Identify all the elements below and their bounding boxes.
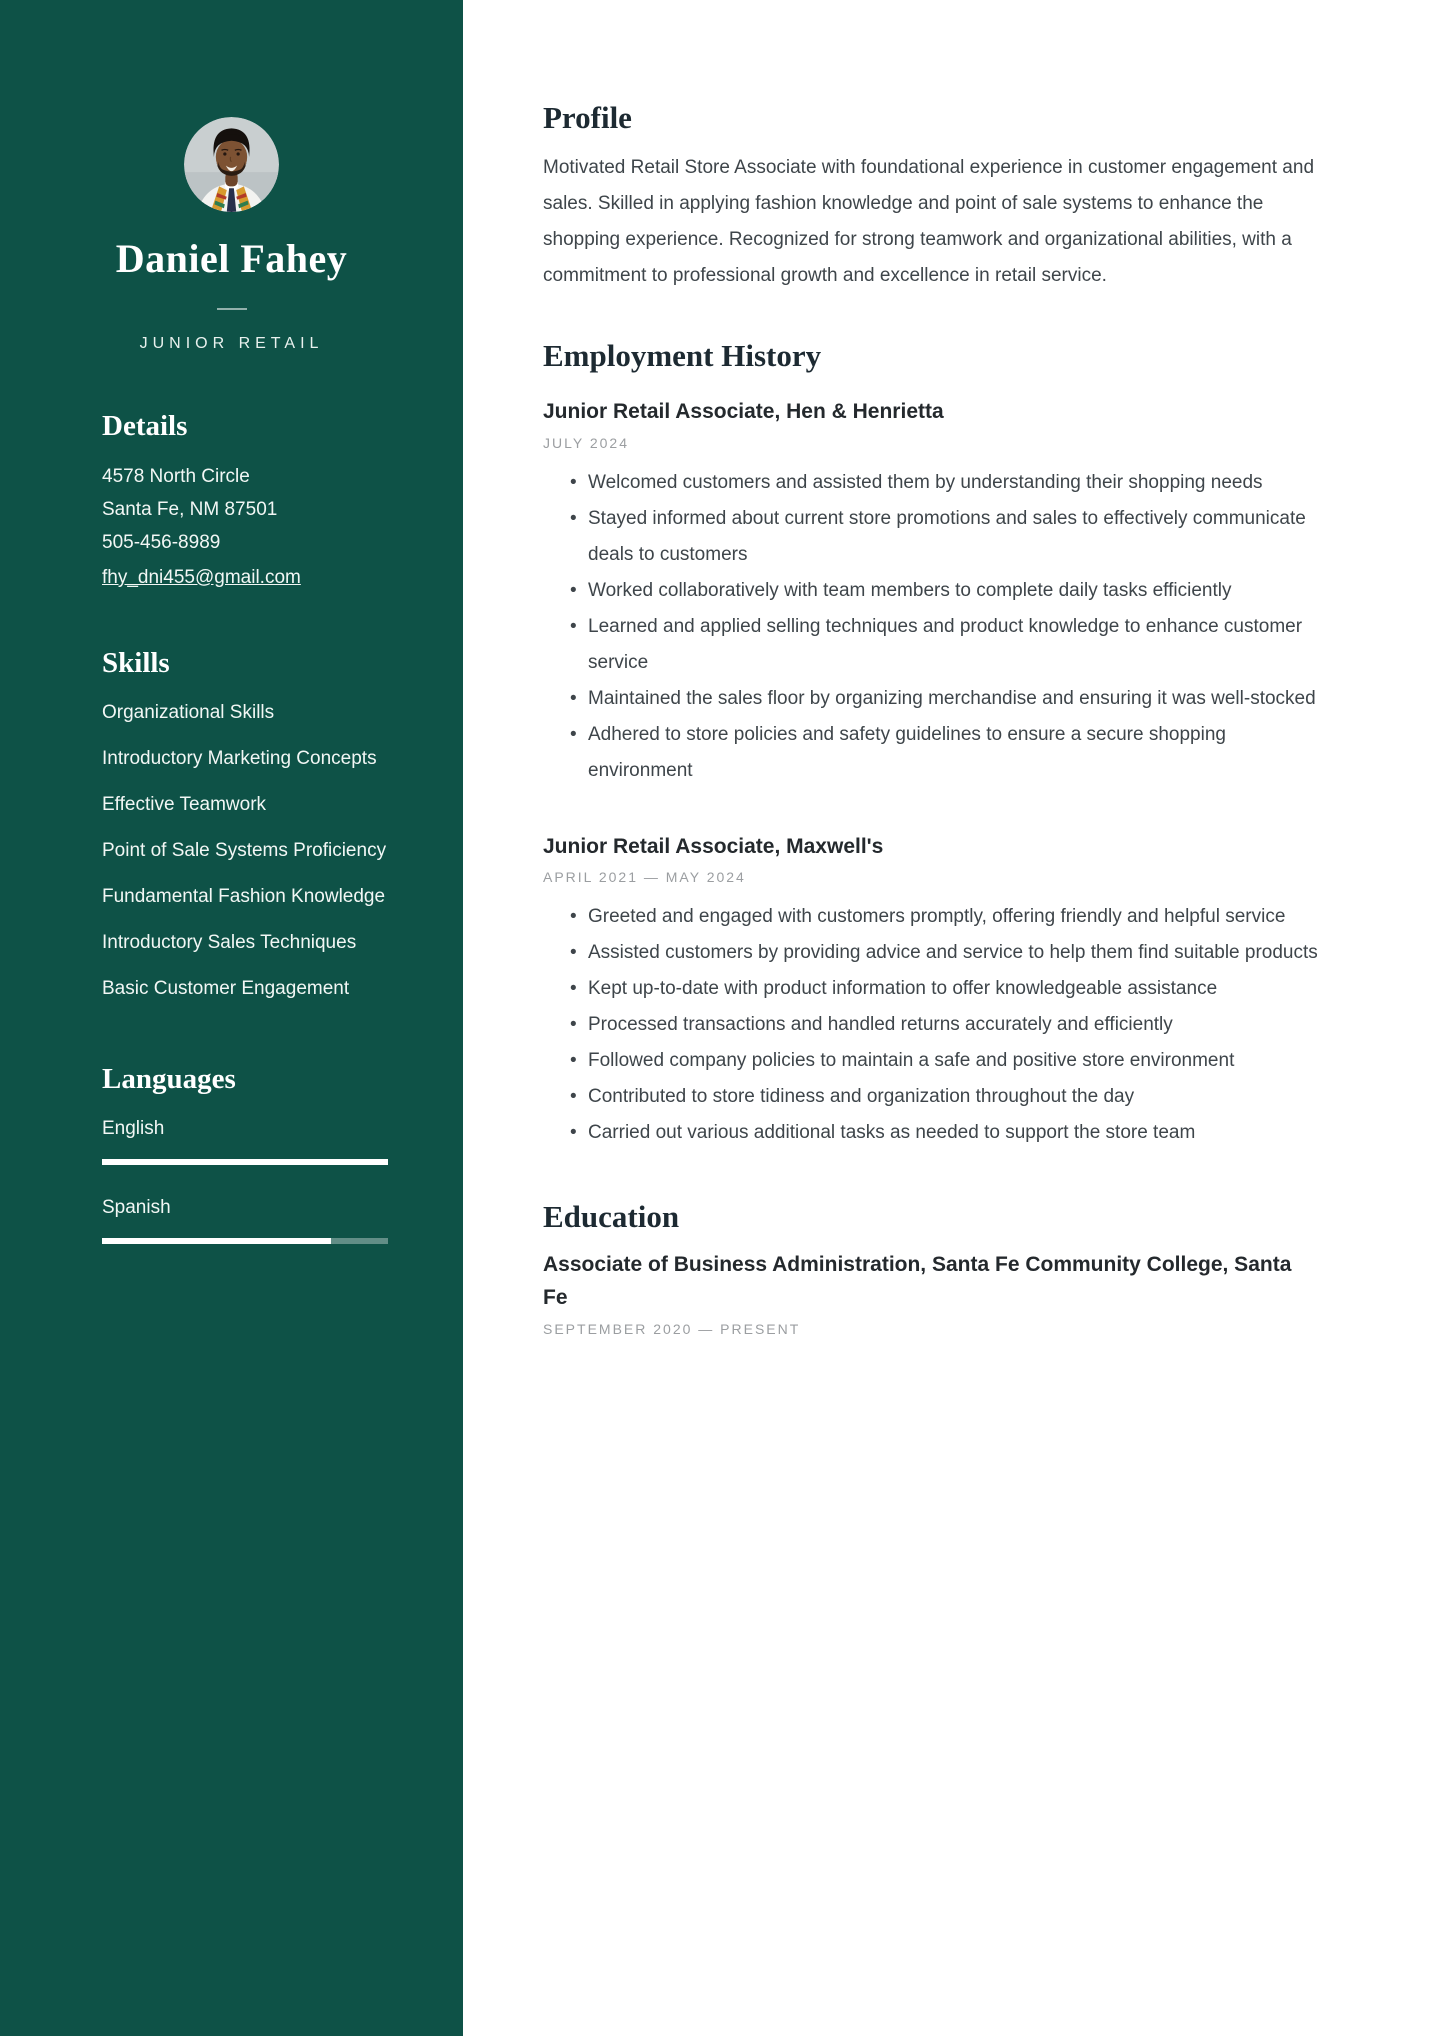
phone-number: 505-456-8989 (102, 532, 221, 553)
address-line-1: 4578 North Circle (102, 466, 250, 487)
job-title: Junior Retail Associate, Maxwell's (543, 834, 884, 858)
job-bullet: • Assisted customers by providing advice and service to help them find suitable products (543, 935, 1325, 971)
job-bullet: • Maintained the sales floor by organizing merchandise and ensuring it was well-stocked (543, 681, 1325, 717)
job-dates: APRIL 2021 — MAY 2024 (543, 869, 746, 886)
sidebar-header (0, 0, 463, 353)
job-bullet: • Welcomed customers and assisted them by understanding their shopping needs (543, 465, 1325, 501)
job-bullet-list (543, 465, 1325, 789)
person-name: Daniel Fahey (115, 236, 348, 281)
language-item (102, 1113, 388, 1165)
employment-history-section (543, 338, 1325, 1151)
skill-item: Introductory Sales Techniques (102, 932, 357, 953)
education-dates: SEPTEMBER 2020 — PRESENT (543, 1321, 801, 1338)
skill-item: Introductory Marketing Concepts (102, 748, 377, 769)
job-bullet: • Greeted and engaged with customers promptly, offering friendly and helpful service (543, 899, 1325, 935)
skills-list (102, 697, 388, 1005)
sidebar (0, 0, 463, 2036)
job-bullet: • Processed transactions and handled returns accurately and efficiently (543, 1007, 1325, 1043)
job-title: Junior Retail Associate, Hen & Henrietta (543, 400, 944, 423)
profile-heading: Profile (543, 100, 632, 135)
job-bullet: • Learned and applied selling techniques and product knowledge to enhance customer service (543, 609, 1325, 681)
education-heading: Education (543, 1199, 680, 1235)
job-bullet: • Carried out various additional tasks as needed to support the store team (543, 1115, 1325, 1151)
language-name: Spanish (102, 1197, 171, 1218)
skill-item: Effective Teamwork (102, 794, 267, 815)
details-heading: Details (102, 410, 188, 442)
avatar (184, 117, 279, 212)
job-bullet: • Stayed informed about current store promotions and sales to effectively communicate deals to customers (543, 501, 1325, 573)
language-name: English (102, 1118, 165, 1139)
skills-heading: Skills (102, 647, 170, 679)
languages-section (102, 1063, 388, 1244)
skills-section (102, 647, 388, 1005)
job-bullet: • Adhered to store policies and safety guidelines to ensure a secure shopping environment (543, 717, 1325, 789)
sidebar-body (0, 410, 463, 1244)
job-bullet-list (543, 899, 1325, 1151)
address-line-2: Santa Fe, NM 87501 (102, 499, 278, 520)
email-link[interactable]: fhy_dni455@gmail.com (102, 567, 301, 588)
employment-history-heading: Employment History (543, 338, 822, 373)
details-section (102, 410, 388, 594)
degree-title: Associate of Business Administration, Santa Fe Community College, Santa Fe (543, 1253, 1292, 1309)
job-bullet: • Kept up-to-date with product information to offer knowledgeable assistance (543, 971, 1325, 1007)
job-bullet: • Followed company policies to maintain a safe and positive store environment (543, 1043, 1325, 1079)
skill-item: Point of Sale Systems Proficiency (102, 840, 387, 861)
job-bullet: • Contributed to store tidiness and organization throughout the day (543, 1079, 1325, 1115)
job-entry (543, 831, 1325, 1152)
name-divider (217, 308, 247, 310)
language-level-fill (102, 1238, 331, 1244)
language-level-fill (102, 1159, 388, 1165)
education-section (543, 1199, 1325, 1337)
language-level-bar (102, 1159, 388, 1165)
profile-text: Motivated Retail Store Associate with foundational experience in customer engagement and sales. Skilled in applying fashion knowledge and point of sale systems to enhance the shopping experience. Recognized for strong teamwork and organizational abilities, with a commitment to professional growth and excellence in retail service. (543, 157, 1315, 286)
skill-item: Fundamental Fashion Knowledge (102, 886, 386, 907)
skill-item: Basic Customer Engagement (102, 978, 350, 999)
language-item (102, 1192, 388, 1244)
main-content (463, 0, 1440, 2036)
profile-section (543, 100, 1325, 294)
skill-item: Organizational Skills (102, 702, 275, 723)
job-entry (543, 396, 1325, 789)
language-level-bar (102, 1238, 388, 1244)
languages-heading: Languages (102, 1063, 236, 1095)
job-dates: JULY 2024 (543, 434, 629, 451)
portrait-photo-illustration (184, 117, 279, 212)
person-job-title: JUNIOR RETAIL (139, 335, 324, 352)
job-bullet: • Worked collaboratively with team members to complete daily tasks efficiently (543, 573, 1325, 609)
